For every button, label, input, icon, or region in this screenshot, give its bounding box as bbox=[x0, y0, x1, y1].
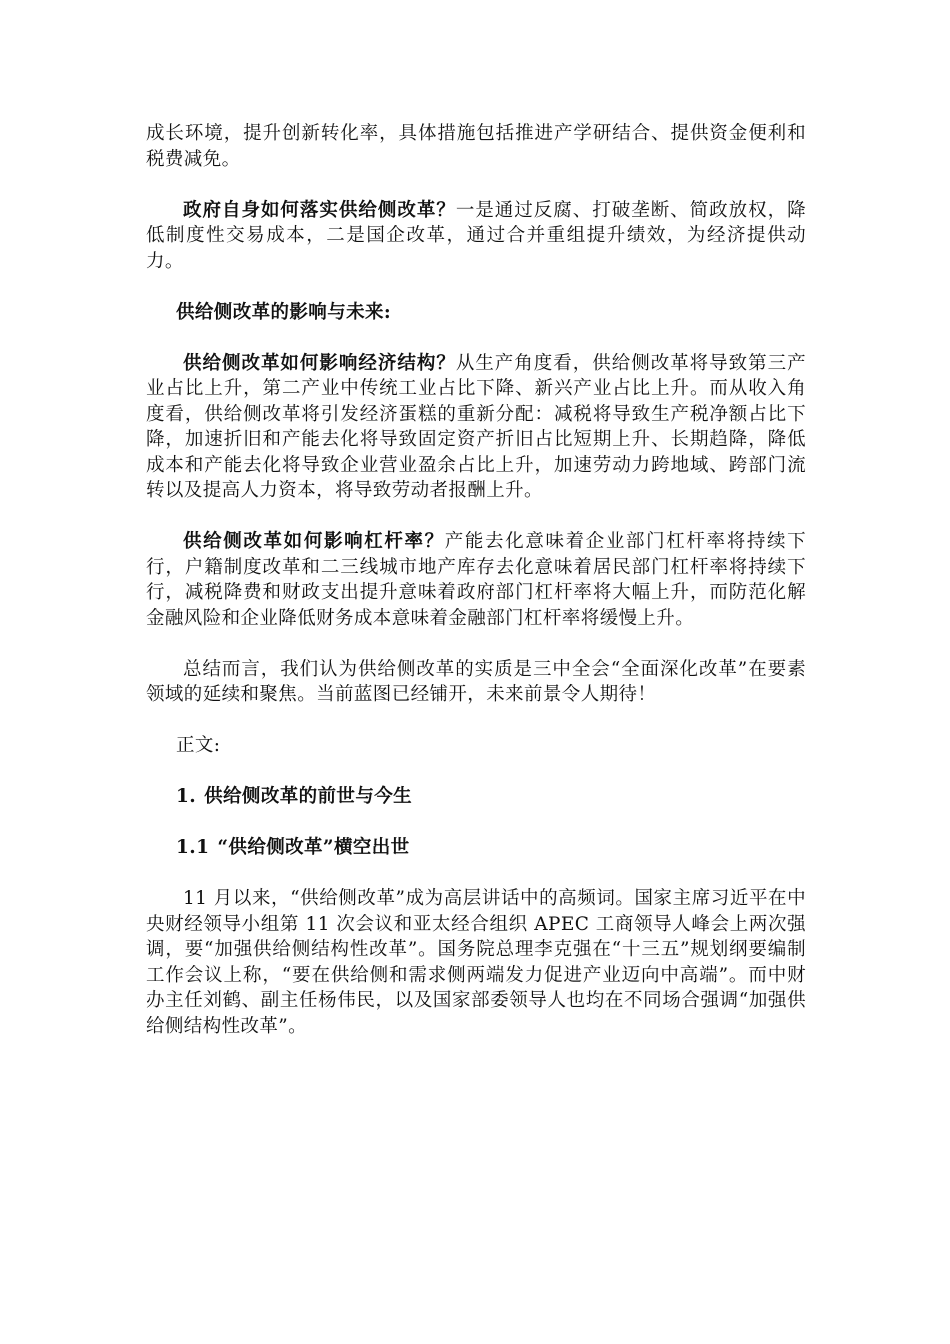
paragraph-leverage-ratio bbox=[146, 529, 806, 631]
heading-number: 1. bbox=[176, 786, 197, 807]
heading-text: 正文: bbox=[176, 735, 221, 756]
paragraph-lead-question: 供给侧改革如何影响经济结构？ bbox=[183, 352, 456, 374]
section-heading-main-text bbox=[146, 733, 806, 759]
paragraph-text: 成长环境，提升创新转化率，具体措施包括推进产学研结合、提供资金便利和税费减免。 bbox=[146, 123, 806, 170]
heading-text: “供给侧改革”横空出世 bbox=[217, 837, 410, 858]
paragraph-text: 总结而言，我们认为供给侧改革的实质是三中全会“全面深化改革”在要素领域的延续和聚焦。当前蓝图已经铺开，未来前景令人期待！ bbox=[146, 658, 806, 705]
heading-text: 供给侧改革的前世与今生 bbox=[204, 786, 413, 807]
heading-number: 1.1 bbox=[176, 837, 210, 858]
section-heading-1-1 bbox=[146, 835, 806, 861]
paragraph-innovation-measures bbox=[146, 121, 806, 172]
heading-text: 供给侧改革的影响与未来: bbox=[176, 301, 392, 323]
paragraph-lead-question: 政府自身如何落实供给侧改革？ bbox=[183, 199, 456, 221]
document-page bbox=[146, 121, 806, 1065]
paragraph-text: 11 月以来，“供给侧改革”成为高层讲话中的高频词。国家主席习近平在中央财经领导小组第 11 次会议和亚太经合组织 APEC 工商领导人峰会上两次强调，要“加强供给侧结构性改革”。国务院总理李克强在“十三五”规划纲要编制工作会议上称，“要在供给侧和需求侧两端发力促进产业迈向中高端”。而中财办主任刘鹤、副主任杨伟民，以及国家部委领导人也均在不同场合强调“加强供给侧结构性改革”。 bbox=[146, 888, 806, 1037]
paragraph-text: 产能去化意味着企业部门杠杆率将持续下行，户籍制度改革和二三线城市地产库存去化意味着居民部门杠杆率将持续下行，减税降费和财政支出提升意味着政府部门杠杆率将大幅上升，而防范化解金融风险和企业降低财务成本意味着金融部门杠杆率将缓慢上升。 bbox=[146, 531, 807, 629]
paragraph-economic-structure bbox=[146, 351, 806, 504]
section-heading-1 bbox=[146, 784, 806, 810]
paragraph-text: 一是通过反腐、打破垄断、简政放权，降低制度性交易成本，二是国企改革，通过合并重组提升绩效，为经济提供动力。 bbox=[146, 199, 807, 272]
paragraph-summary bbox=[146, 657, 806, 708]
paragraph-lead-question: 供给侧改革如何影响杠杆率？ bbox=[183, 531, 445, 552]
section-heading-impact-future bbox=[146, 300, 806, 326]
paragraph-government-reform bbox=[146, 198, 806, 275]
paragraph-supply-side-emergence bbox=[146, 886, 806, 1039]
paragraph-text: 从生产角度看，供给侧改革将导致第三产业占比上升，第二产业中传统工业占比下降、新兴产业占比上升。而从收入角度看，供给侧改革将引发经济蛋糕的重新分配：减税将导致生产税净额占比下降，加速折旧和产能去化将导致固定资产折旧占比短期上升、长期趋降，降低成本和产能去化将导致企业营业盈余占比上升，加速劳动力跨地域、跨部门流转以及提高人力资本，将导致劳动者报酬上升。 bbox=[146, 352, 807, 501]
